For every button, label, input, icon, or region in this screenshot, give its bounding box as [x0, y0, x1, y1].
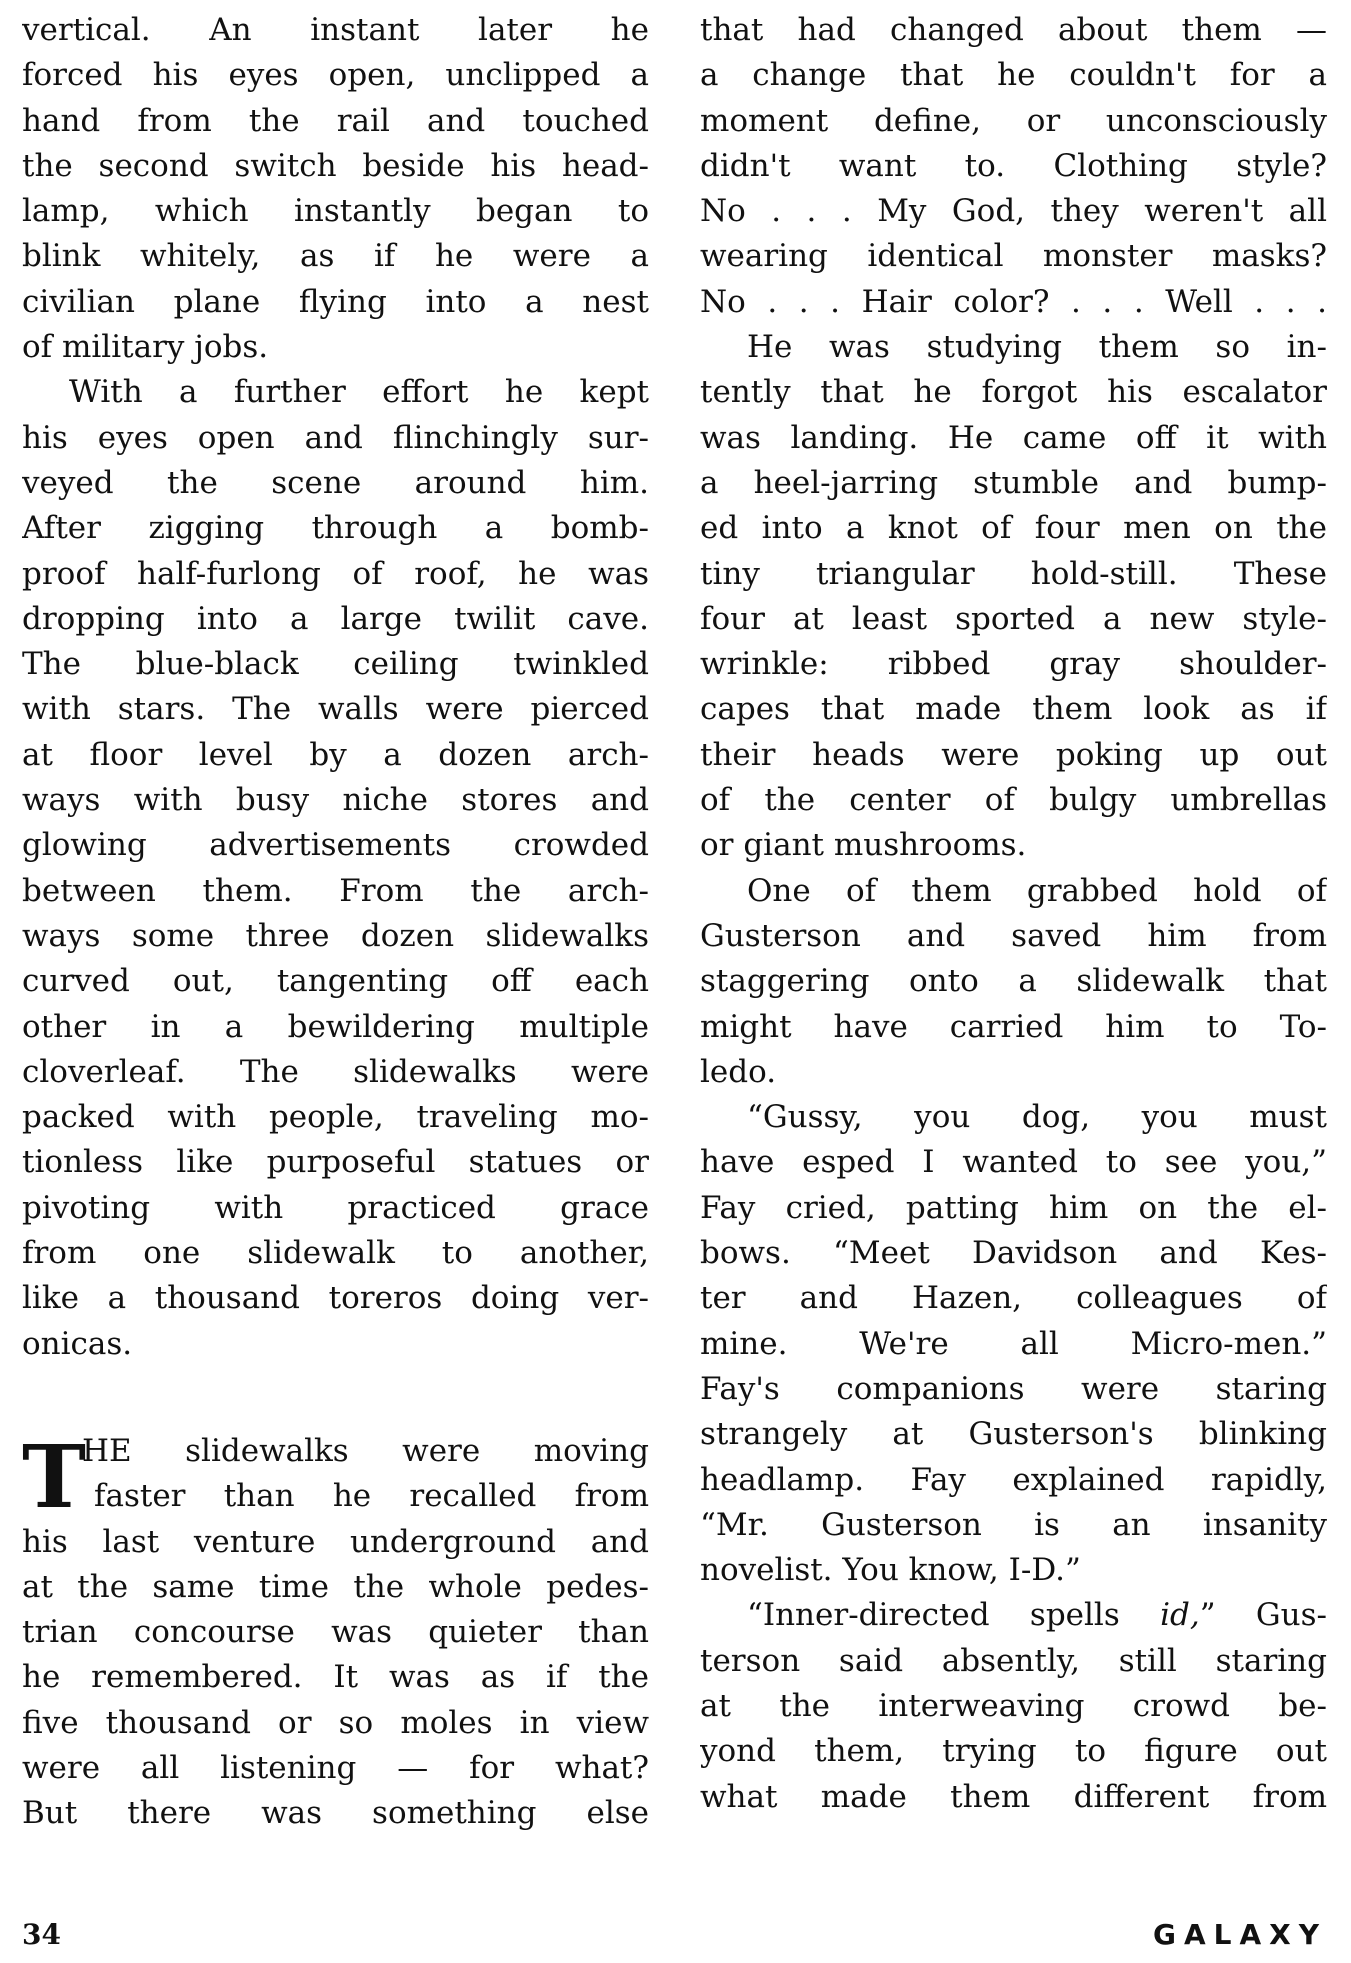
text-line: moment define, or unconsciously — [700, 102, 1327, 139]
text-line: glowing advertisements crowded — [22, 827, 649, 864]
text-line: what made them different from — [700, 1778, 1327, 1815]
text-line: of the center of bulgy umbrellas — [700, 782, 1327, 819]
text-line: He was studying them so in- — [747, 329, 1327, 366]
text-line: ter and Hazen, colleagues of — [700, 1280, 1327, 1317]
text-line: he remembered. It was as if the — [22, 1659, 649, 1696]
text-line: from one slidewalk to another, — [22, 1235, 649, 1272]
text-line: was landing. He came off it with — [700, 419, 1327, 456]
text-line: tionless like purposeful statues or — [22, 1144, 649, 1181]
text-line: cloverleaf. The slidewalks were — [22, 1053, 649, 1090]
text-line: With a further effort he kept — [69, 374, 649, 411]
text-line: headlamp. Fay explained rapidly, — [700, 1461, 1327, 1498]
text-line: Gusterson and saved him from — [700, 917, 1327, 954]
text-run: “Inner-directed spells — [747, 1597, 1161, 1634]
text-line: four at least sported a new style- — [700, 600, 1327, 637]
right-column — [700, 8, 1327, 1820]
text-line: might have carried him to To- — [700, 1008, 1327, 1045]
text-line: After zigging through a bomb- — [22, 510, 649, 547]
text-line: civilian plane flying into a nest — [22, 283, 649, 320]
text-line: tently that he forgot his escalator — [700, 374, 1327, 411]
text-line: tiny triangular hold-still. These — [700, 555, 1327, 592]
paragraph-3 — [22, 1426, 649, 1837]
text-line: five thousand or so moles in view — [22, 1704, 649, 1741]
text-line: at floor level by a dozen arch- — [22, 736, 649, 773]
text-line: a heel-jarring stumble and bump- — [700, 464, 1327, 501]
text-line: that had changed about them — — [700, 12, 1327, 48]
text-line: ways with busy niche stores and — [22, 782, 649, 819]
page-number: 34 — [22, 1918, 61, 1951]
text-line: their heads were poking up out — [700, 736, 1327, 773]
italic-run: id, — [1160, 1597, 1200, 1634]
paragraph-4 — [700, 8, 1327, 325]
text-line: HE slidewalks were moving — [82, 1432, 649, 1469]
text-run: ” Gus- — [1199, 1597, 1327, 1634]
drop-cap: T — [22, 1426, 86, 1528]
text-line: other in a bewildering multiple — [22, 1008, 649, 1045]
text-line: or giant mushrooms. — [700, 827, 1027, 864]
text-line: “Mr. Gusterson is an insanity — [700, 1506, 1327, 1543]
paragraph-5 — [700, 325, 1327, 869]
text-line: of military jobs. — [22, 329, 269, 366]
text-line: were all listening — for what? — [22, 1749, 649, 1786]
text-line: wrinkle: ribbed gray shoulder- — [700, 646, 1327, 683]
text-line: bows. “Meet Davidson and Kes- — [700, 1235, 1327, 1272]
text-line: One of them grabbed hold of — [747, 872, 1327, 909]
text-line: No . . . Hair color? . . . Well . . . — [700, 283, 1327, 320]
magazine-name: GALAXY — [1152, 1918, 1327, 1951]
text-line: like a thousand toreros doing ver- — [22, 1280, 649, 1317]
text-line: No . . . My God, they weren't all — [700, 193, 1327, 230]
text-line — [700, 1593, 1327, 1638]
text-line: the second switch beside his head- — [22, 147, 649, 184]
text-line: staggering onto a slidewalk that — [700, 963, 1327, 1000]
text-line: blink whitely, as if he were a — [22, 238, 649, 275]
paragraph-2 — [22, 370, 649, 1367]
text-line: Fay cried, patting him on the el- — [700, 1189, 1327, 1226]
paragraph-7 — [700, 1095, 1327, 1593]
text-line: capes that made them look as if — [700, 691, 1327, 728]
text-line: his eyes open and flinchingly sur- — [22, 419, 649, 456]
text-line: lamp, which instantly began to — [22, 193, 649, 230]
text-line: dropping into a large twilit cave. — [22, 600, 649, 637]
paragraph-1 — [22, 8, 649, 370]
text-line: at the same time the whole pedes- — [22, 1568, 649, 1605]
text-line: terson said absently, still staring — [700, 1642, 1327, 1679]
text-line: ed into a knot of four men on the — [700, 510, 1327, 547]
paragraph-8 — [700, 1593, 1327, 1819]
text-line: veyed the scene around him. — [22, 464, 649, 501]
text-line: ways some three dozen slidewalks — [22, 917, 649, 954]
text-line: ledo. — [700, 1053, 777, 1090]
text-line: The blue-black ceiling twinkled — [22, 646, 649, 683]
text-line: pivoting with practiced grace — [22, 1189, 649, 1226]
left-column — [22, 8, 649, 1837]
text-line: onicas. — [22, 1325, 133, 1362]
text-line: packed with people, traveling mo- — [22, 1099, 649, 1136]
text-line: proof half-furlong of roof, he was — [22, 555, 649, 592]
text-line: with stars. The walls were pierced — [22, 691, 649, 728]
text-line: didn't want to. Clothing style? — [700, 147, 1327, 184]
text-line: novelist. You know, I-D.” — [700, 1552, 1081, 1589]
text-line: “Gussy, you dog, you must — [747, 1099, 1327, 1136]
text-line: faster than he recalled from — [94, 1478, 649, 1515]
text-line: wearing identical monster masks? — [700, 238, 1327, 275]
text-line: at the interweaving crowd be- — [700, 1687, 1327, 1724]
text-line: strangely at Gusterson's blinking — [700, 1416, 1327, 1453]
text-line: a change that he couldn't for a — [700, 57, 1327, 94]
text-line: hand from the rail and touched — [22, 102, 649, 139]
text-line: curved out, tangenting off each — [22, 963, 649, 1000]
text-line: vertical. An instant later he — [22, 12, 649, 48]
text-line: his last venture underground and — [22, 1523, 649, 1560]
text-line: between them. From the arch- — [22, 872, 649, 909]
text-line: have esped I wanted to see you,” — [700, 1144, 1327, 1181]
text-line: forced his eyes open, unclipped a — [22, 57, 649, 94]
text-line: Fay's companions were staring — [700, 1370, 1327, 1407]
text-line: mine. We're all Micro-men.” — [700, 1325, 1327, 1362]
section-break — [22, 1367, 649, 1429]
text-line: yond them, trying to figure out — [700, 1733, 1327, 1770]
text-line: trian concourse was quieter than — [22, 1614, 649, 1651]
paragraph-6 — [700, 869, 1327, 1095]
text-line: But there was something else — [22, 1795, 649, 1832]
